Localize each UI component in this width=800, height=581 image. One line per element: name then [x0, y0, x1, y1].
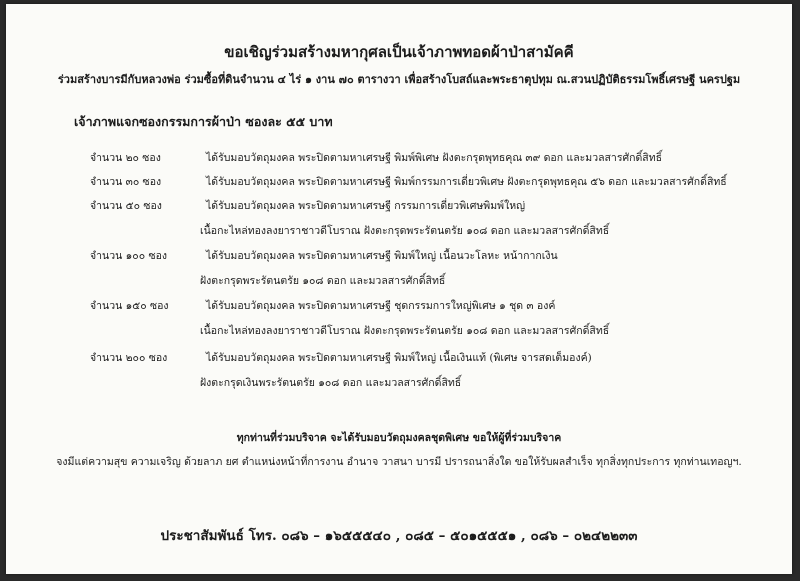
document-title: ขอเชิญร่วมสร้างมหากุศลเป็นเจ้าภาพทอดผ้าป่าสามัคคี — [224, 43, 574, 61]
tier-amount: จำนวน ๑๕๐ ซอง — [90, 300, 169, 312]
tier-reward: ได้รับมอบวัตถุมงคล พระปิดตามหาเศรษฐี พิมพ์ใหญ่ เนื้อเงินแท้ (พิเศษ จารสดเต็มองค์) — [206, 352, 592, 364]
tier-reward-continuation: เนื้อกะไหล่ทองลงยาราชาวดีโบราณ ฝังตะกรุดพระรัตนตรัย ๑๐๘ ดอก และมวลสารศักดิ์สิทธิ์ — [200, 225, 610, 237]
intro-text: ร่วมสร้างบารมีกับหลวงพ่อ ร่วมซื้อที่ดินจำนวน ๔ ไร่ ๑ งาน ๗๐ ตารางวา เพื่อสร้างโบสถ์และพระธาตุปทุม ณ.สวนปฏิบัติธรรมโพธิ์เศรษฐี นครปฐม — [57, 73, 741, 86]
document-page — [6, 4, 792, 574]
tier-reward-continuation: ฝังตะกรุดพระรัตนตรัย ๑๐๘ ดอก และมวลสารศักดิ์สิทธิ์ — [200, 275, 446, 287]
tier-amount: จำนวน ๒๐ ซอง — [90, 152, 161, 164]
tier-reward-continuation: ฝังตะกรุดเงินพระรัตนตรัย ๑๐๘ ดอก และมวลสารศักดิ์สิทธิ์ — [200, 377, 462, 389]
tier-amount: จำนวน ๒๐๐ ซอง — [90, 352, 168, 364]
tier-amount: จำนวน ๕๐ ซอง — [90, 200, 162, 212]
tier-reward: ได้รับมอบวัตถุมงคล พระปิดตามหาเศรษฐี พิมพ์พิเศษ ฝังตะกรุดพุทธคุณ ๓๙ ดอก และมวลสารศักดิ์สิทธิ์ — [206, 152, 663, 164]
tier-reward: ได้รับมอบวัตถุมงคล พระปิดตามหาเศรษฐี ชุดกรรมการใหญ่พิเศษ ๑ ชุด ๓ องค์ — [206, 300, 556, 312]
tier-amount: จำนวน ๓๐ ซอง — [90, 176, 162, 188]
tier-reward: ได้รับมอบวัตถุมงคล พระปิดตามหาเศรษฐี กรรมการเดี่ยวพิเศษพิมพ์ใหญ่ — [206, 200, 526, 212]
subheading: เจ้าภาพแจกซองกรรมการผ้าป่า ซองละ ๕๕ บาท — [74, 114, 333, 129]
tier-reward: ได้รับมอบวัตถุมงคล พระปิดตามหาเศรษฐี พิมพ์กรรมการเดี่ยวพิเศษ ฝังตะกรุดพุทธคุณ ๕๖ ดอก และมวลสารศักดิ์สิทธิ์ — [206, 176, 727, 188]
tier-reward-continuation: เนื้อกะไหล่ทองลงยาราชาวดีโบราณ ฝังตะกรุดพระรัตนตรัย ๑๐๘ ดอก และมวลสารศักดิ์สิทธิ์ — [200, 325, 610, 337]
closing-line-1: ทุกท่านที่ร่วมบริจาค จะได้รับมอบวัตถุมงคลชุดพิเศษ ขอให้ผู้ที่ร่วมบริจาค — [236, 432, 562, 444]
tier-reward: ได้รับมอบวัตถุมงคล พระปิดตามหาเศรษฐี พิมพ์ใหญ่ เนื้อนวะโลหะ หน้ากากเงิน — [206, 250, 558, 262]
tier-amount: จำนวน ๑๐๐ ซอง — [90, 250, 168, 262]
closing-line-2: จงมีแต่ความสุข ความเจริญ ด้วยลาภ ยศ ตำแหน่งหน้าที่การงาน อำนาจ วาสนา บารมี ปรารถนาสิ่งใด ขอให้รับผลสำเร็จ ทุกสิ่งทุกประการ ทุกท่านเทอญฯ. — [56, 456, 742, 468]
contact-phone-line: ประชาสัมพันธ์ โทร. ๐๘๖ – ๑๖๕๕๕๔๐ , ๐๘๕ – ๕๐๑๕๕๕๑ , ๐๘๖ – ๐๒๔๒๒๓๓ — [160, 528, 638, 544]
